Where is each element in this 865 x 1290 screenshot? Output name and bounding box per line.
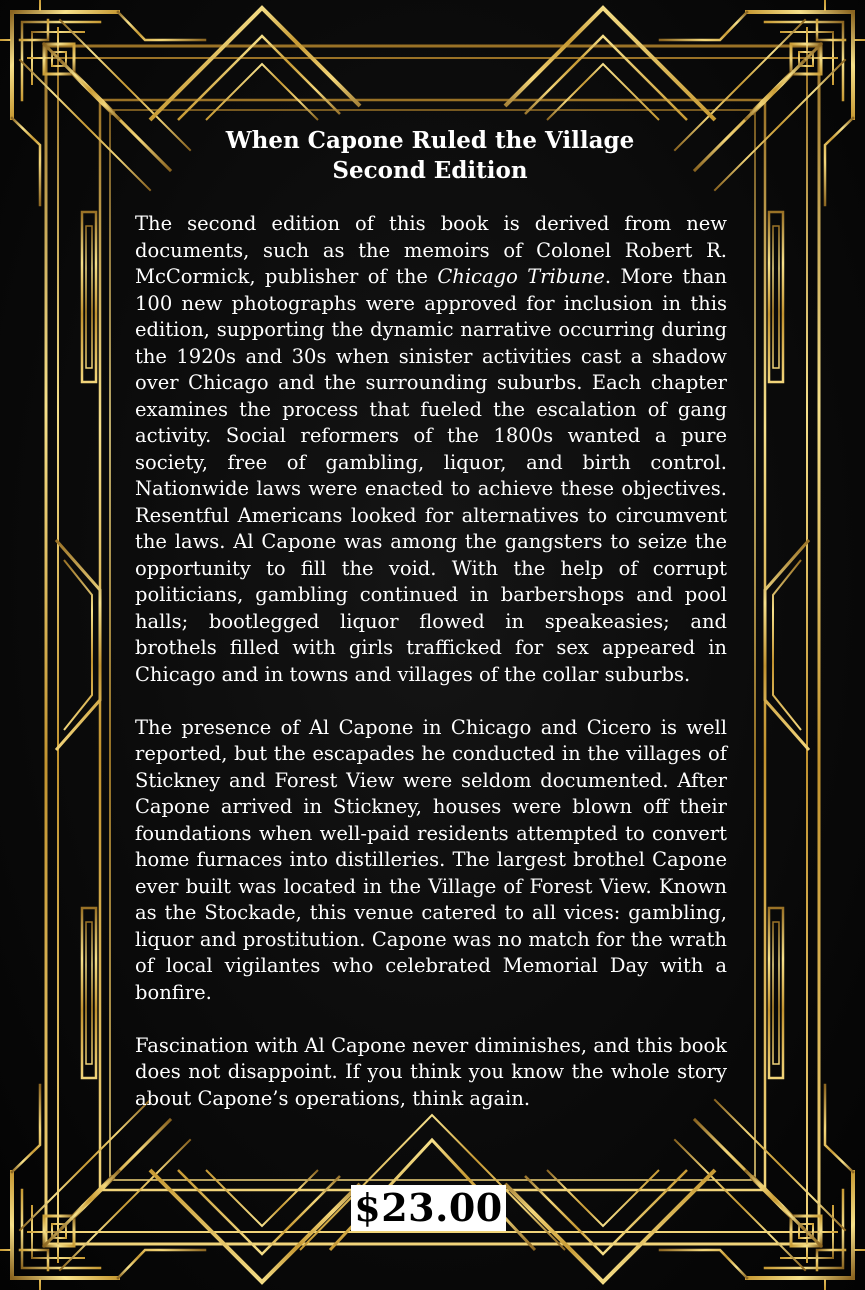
blurb-paragraph-2: The presence of Al Capone in Chicago and Cicero is well reported, but the escapades he conducted in the villages of Stickney and Forest View were seldom documented. After Capone arrived in Stickney, houses were blown off their foundations when well-paid residents attempted to convert home furnaces into distilleries. The largest brothel Capone ever built was located in the Village of Forest View. Known as the Stockade, this venue catered to all vices: gambling, liquor and prostitution. Capone was no match for the wrath of local vigilantes who celebrated Memorial Day with a bonfire. [135,715,727,1004]
title-block [130,126,730,186]
newspaper-title: Chicago Tribune [437,265,605,288]
book-blurb [135,211,727,1139]
price-label: $23.00 [351,1185,506,1231]
blurb-paragraph-1-part-b: . More than 100 new photographs were approved for inclusion in this edition, supporting the dynamic narrative occurring during the 1920s and 30s when sinister activities cast a shadow over Chicago and the surrounding suburbs. Each chapter examines the process that fueled the escalation of gang activity. Social reformers of the 1800s wanted a pure society, free of gambling, liquor, and birth control. Nationwide laws were enacted to achieve these objectives. Resentful Americans looked for alternatives to circumvent the laws. Al Capone was among the gangsters to seize the opportunity to fill the void. With the help of corrupt politicians, gambling continued in barbershops and pool halls; bootlegged liquor flowed in speakeasies; and brothels filled with girls trafficked for sex appeared in Chicago and in towns and villages of the collar suburbs. [135,265,727,686]
book-title: When Capone Ruled the Village [225,127,635,154]
blurb-paragraph-1 [135,211,727,688]
edition-subtitle: Second Edition [332,157,528,184]
blurb-paragraph-1-part-a: The second edition of this book is derived from new documents, such as the memoirs of Colonel Robert R. McCormick, publisher of the [135,212,727,288]
blurb-paragraph-3: Fascination with Al Capone never diminishes, and this book does not disappoint. If you think you know the whole story about Capone’s operations, think again. [135,1033,727,1110]
